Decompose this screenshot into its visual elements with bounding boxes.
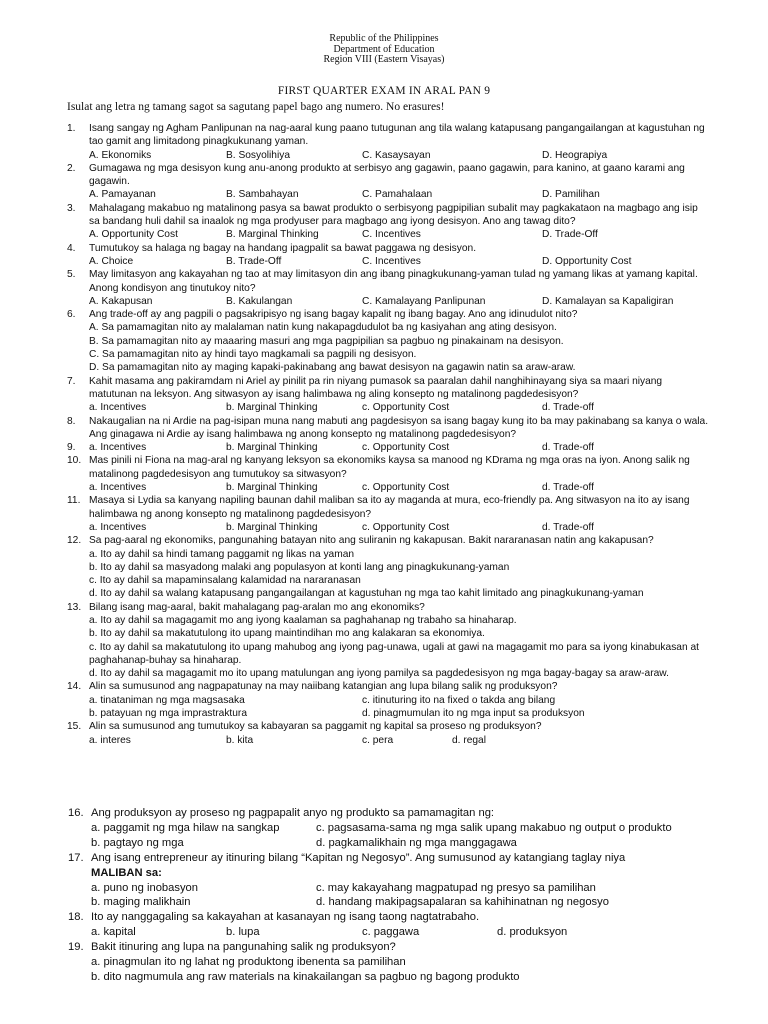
question-14 bbox=[0, 680, 768, 720]
question-number: 1. bbox=[67, 123, 76, 134]
choice-d: d. Trade-off bbox=[542, 442, 594, 454]
question-number: 11. bbox=[67, 495, 81, 507]
question-18 bbox=[0, 910, 768, 940]
choices-row bbox=[0, 481, 768, 494]
choices-row bbox=[0, 228, 768, 241]
choice-d: D. Trade-Off bbox=[542, 229, 598, 241]
choice-c: C. Sa pamamagitan nito ay hindi tayo magkamali sa pagpili ng desisyon. bbox=[89, 349, 417, 361]
question-15 bbox=[0, 720, 768, 747]
choice-b: b. maging malikhain bbox=[91, 896, 191, 909]
question-text: Mas pinili ni Fiona na mag-aral ng kanyang leksyon sa ekonomiks kaysa sa manood ng KDrama ng mga oras na iyon. Anong salik ng matalinong pagdedesisyon ang tumutukoy sa sitwasyon? bbox=[89, 455, 690, 480]
question-number: 7. bbox=[67, 375, 76, 387]
choice-b: B. Trade-Off bbox=[226, 255, 282, 267]
choice-d: D. Kamalayan sa Kapaligiran bbox=[542, 295, 674, 307]
question-number: 18. bbox=[68, 911, 84, 924]
choice-a: a. tinataniman ng mga magsasaka bbox=[89, 694, 245, 706]
choices-row bbox=[0, 149, 768, 162]
choice-a: A. Sa pamamagitan nito ay malalaman natin kung nakapagdudulot ba ng kasiyahan ang ating desisyon. bbox=[89, 322, 557, 334]
choice-a: a. puno ng inobasyon bbox=[91, 881, 198, 894]
choices-row bbox=[0, 836, 768, 851]
question-text: Kahit masama ang pakiramdam ni Ariel ay pinilit pa rin niyang pumasok sa paaralan dahil nanghihinayang siya sa maari niyang matutunan na leksyon. Ang sitwasyon ay isang halimbawa ng aling konsepto ng matalinong pagdedesisyon? bbox=[89, 375, 663, 400]
question-number: 17. bbox=[68, 851, 84, 864]
question-text: Alin sa sumusunod ang tumutukoy sa kabayaran sa paggamit ng kapital sa proseso ng produksyon? bbox=[89, 721, 542, 733]
choice-b: B. Marginal Thinking bbox=[226, 229, 319, 241]
choice-b: b. Marginal Thinking bbox=[226, 442, 318, 454]
question-text: Ang isang entrepreneur ay itinuring bilang “Kapitan ng Negosyo”. Ang sumusunod ay katangiang taglay niya bbox=[91, 851, 626, 864]
choice-b: B. Sosyolihiya bbox=[226, 149, 290, 161]
choice-a: a. Incentives bbox=[89, 442, 147, 454]
choice-a: a. Incentives bbox=[89, 482, 147, 494]
choice-d: d. Ito ay dahil sa magagamit mo ito upang matulungan ang iyong pamilya sa pagdedesisyon ng mga bagay-bagay sa araw-araw. bbox=[89, 668, 669, 680]
choice-a: A. Ekonomiks bbox=[89, 149, 152, 161]
choice-d: d. handang makipagsapalaran sa kahihinatnan ng negosyo bbox=[316, 896, 609, 909]
choice-c: c. may kakayahang magpatupad ng presyo sa pamilihan bbox=[316, 881, 596, 894]
question-text: Ang trade-off ay ang pagpili o pagsakripisyo ng isang bagay kapalit ng ibang bagay. Ano ang idinudulot nito? bbox=[89, 309, 578, 321]
choice-d: d. Ito ay dahil sa walang katapusang pangangailangan at kagustuhan ng mga tao kahit limitado ang pinagkukunang-yaman bbox=[89, 588, 644, 600]
question-text: Ang produksyon ay proseso ng pagpapalit anyo ng produkto sa pamamagitan ng: bbox=[91, 807, 495, 819]
choice-d: d. regal bbox=[452, 734, 486, 746]
question-text: Alin sa sumusunod ang nagpapatunay na may naiibang katangian ang lupa bilang salik ng produksyon? bbox=[89, 681, 558, 693]
choice-a: a. paggamit ng mga hilaw na sangkap bbox=[91, 821, 280, 834]
choice-d: D. Pamilihan bbox=[542, 189, 600, 201]
question-text: Tumutukoy sa halaga ng bagay na handang ipagpalit sa bawat paggawa ng desisyon. bbox=[89, 242, 477, 254]
exam-instructions: Isulat ang letra ng tamang sagot sa sagutang papel bago ang numero. No erasures! bbox=[67, 101, 445, 113]
choice-c: c. Opportunity Cost bbox=[362, 521, 450, 533]
header-department: Department of Education bbox=[333, 43, 435, 55]
question-text: Sa pag-aaral ng ekonomiks, pangunahing batayan nito ang suliranin ng kakapusan. Bakit nararanasan natin ang kakapusan? bbox=[89, 535, 654, 547]
choices-row bbox=[0, 925, 768, 940]
question-10 bbox=[0, 454, 768, 494]
document-header bbox=[0, 34, 768, 66]
question-1 bbox=[0, 122, 768, 162]
question-text: Nakaugalian na ni Ardie na pag-isipan muna nang mabuti ang pagdesisyon sa isang bagay kung ito ba may pakinabang sa kanya o wala. Ang ginagawa ni Ardie ay isang halimbawa ng anong konsepto ng matalinong pagdedesisyon? bbox=[89, 415, 709, 440]
choice-d: D. Opportunity Cost bbox=[542, 255, 632, 267]
question-number: 15. bbox=[67, 721, 82, 733]
choice-c: c. paggawa bbox=[362, 926, 420, 939]
question-16 bbox=[0, 806, 768, 851]
choice-c: C. Kasaysayan bbox=[362, 149, 431, 161]
question-number: 5. bbox=[67, 269, 76, 281]
question-number: 14. bbox=[67, 681, 82, 693]
question-text: Mahalagang makabuo ng matalinong pasya sa bawat produkto o serbisyong pagpipilian subalit may pagkakataon na magbago ang isip sa bandang huli dahil sa inaalok ng mga prodyuser para magbago ang iyong desisyon. Ano ang tawag dito? bbox=[89, 202, 698, 228]
question-12 bbox=[0, 534, 768, 600]
header-republic: Republic of the Philippines bbox=[329, 33, 439, 44]
choice-d: d. Trade-off bbox=[542, 521, 594, 533]
choice-b: b. lupa bbox=[226, 926, 260, 939]
question-text: Ito ay nanggagaling sa kakayahan at kasanayan ng isang taong nagtatrabaho. bbox=[91, 911, 480, 924]
choice-c: c. Opportunity Cost bbox=[362, 442, 450, 454]
question-5 bbox=[0, 268, 768, 308]
question-number: 9. bbox=[67, 442, 76, 454]
choice-c: c. Opportunity Cost bbox=[362, 402, 450, 414]
question-number: 12. bbox=[67, 535, 82, 547]
choice-d: d. pinagmumulan ito ng mga input sa produksyon bbox=[362, 708, 585, 720]
choice-c: c. pera bbox=[362, 734, 394, 746]
choice-b: b. Ito ay dahil sa makatutulong ito upang maintindihan mo ang kalakaran sa ekonomiya. bbox=[89, 628, 485, 640]
choice-a: a. interes bbox=[89, 734, 131, 746]
choice-d: d. produksyon bbox=[497, 926, 568, 939]
question-number: 13. bbox=[67, 601, 82, 613]
choice-a: a. Incentives bbox=[89, 402, 147, 414]
choice-b: B. Sa pamamagitan nito ay maaaring masuri ang mga pagpipilian sa pagbuo ng pinakainam na desisyon. bbox=[89, 335, 564, 347]
choice-a: a. pinagmulan ito ng lahat ng produktong ibenenta sa pamilihan bbox=[91, 955, 406, 968]
question-text: Bakit itinuring ang lupa na pangunahing salik ng produksyon? bbox=[91, 941, 396, 954]
choice-c: C. Incentives bbox=[362, 255, 421, 267]
choices-row bbox=[0, 707, 768, 720]
question-text: Masaya si Lydia sa kanyang napiling baunan dahil maliban sa ito ay maganda at mura, eco-friendly pa. Ang sitwasyon na ito ay isang halimbawa ng anong konsepto ng matalinong pagdedesisyon? bbox=[89, 495, 690, 520]
choice-d: d. pagkamalikhain ng mga manggagawa bbox=[316, 836, 517, 849]
choice-c: c. Ito ay dahil sa makatutulong ito upang mahubog ang iyong pag-unawa, ugali at gawi na magagamit mo para sa iyong kinabukasan at paghahanap-buhay sa hinaharap. bbox=[89, 641, 699, 666]
question-8 bbox=[0, 415, 768, 442]
choice-b: B. Sambahayan bbox=[226, 189, 299, 201]
choice-c: C. Kamalayang Panlipunan bbox=[362, 295, 486, 307]
choice-d: d. Trade-off bbox=[542, 402, 594, 414]
choice-b: b. Marginal Thinking bbox=[226, 402, 318, 414]
question-number: 3. bbox=[67, 202, 76, 214]
question-number: 6. bbox=[67, 309, 76, 321]
choice-b: b. pagtayo ng mga bbox=[91, 836, 184, 849]
choice-b: b. patayuan ng mga imprastraktura bbox=[89, 708, 247, 720]
choices-row bbox=[0, 188, 768, 201]
question-number: 2. bbox=[67, 162, 76, 174]
question-17 bbox=[0, 851, 768, 911]
choice-c: C. Incentives bbox=[362, 229, 421, 241]
choices-row bbox=[0, 295, 768, 308]
question-text: May limitasyon ang kakayahan ng tao at may limitasyon din ang ibang pinagkukunang-yaman tulad ng yamang likas at yamang kapital. Anong kondisyon ang tinutukoy nito? bbox=[89, 269, 698, 294]
question-number: 19. bbox=[68, 941, 84, 954]
choice-a: A. Pamayanan bbox=[89, 189, 156, 201]
choice-c: c. Opportunity Cost bbox=[362, 482, 450, 494]
questions-part-1 bbox=[0, 122, 768, 747]
question-text-emphasis: MALIBAN sa: bbox=[91, 866, 162, 879]
header-region: Region VIII (Eastern Visayas) bbox=[323, 54, 445, 65]
question-number: 4. bbox=[67, 242, 76, 254]
choice-b: B. Kakulangan bbox=[226, 295, 293, 307]
choice-b: b. Ito ay dahil sa masyadong malaki ang populasyon at konti lang ang pinagkukunang-yaman bbox=[89, 561, 510, 573]
question-number: 10. bbox=[67, 455, 82, 467]
choice-a: a. kapital bbox=[91, 926, 136, 939]
exam-title: FIRST QUARTER EXAM IN ARAL PAN 9 bbox=[277, 85, 491, 97]
choice-d: d. Trade-off bbox=[542, 482, 594, 494]
choice-a: A. Choice bbox=[89, 255, 134, 267]
choice-c: c. Ito ay dahil sa mapaminsalang kalamidad na nararanasan bbox=[89, 575, 361, 587]
question-number: 8. bbox=[67, 415, 76, 427]
choice-b: b. dito nagmumula ang raw materials na kinakailangan sa pagbuo ng bagong produkto bbox=[91, 970, 520, 983]
choice-c: c. itinuturing ito na fixed o takda ang bilang bbox=[362, 694, 556, 706]
question-13 bbox=[0, 601, 768, 681]
question-2 bbox=[0, 162, 768, 202]
question-19 bbox=[0, 940, 768, 985]
choice-d: D. Heograpiya bbox=[542, 149, 608, 161]
choices-row bbox=[0, 734, 768, 747]
choices-row bbox=[0, 401, 768, 414]
choice-b: b. Marginal Thinking bbox=[226, 482, 318, 494]
choice-b: b. Marginal Thinking bbox=[226, 521, 318, 533]
question-6 bbox=[0, 308, 768, 374]
question-3 bbox=[0, 202, 768, 242]
question-number: 16. bbox=[68, 807, 84, 819]
choice-a: a. Ito ay dahil sa hindi tamang paggamit ng likas na yaman bbox=[89, 548, 355, 560]
choices-row bbox=[0, 881, 768, 896]
question-11 bbox=[0, 494, 768, 534]
questions-part-2 bbox=[0, 806, 768, 985]
choice-d: D. Sa pamamagitan nito ay maging kapaki-pakinabang ang bawat desisyon na gagawin natin sa araw-araw. bbox=[89, 362, 576, 374]
question-text: Bilang isang mag-aaral, bakit mahalagang pag-aralan mo ang ekonomiks? bbox=[89, 601, 425, 613]
choices-row bbox=[0, 821, 768, 836]
choice-c: c. pagsasama-sama ng mga salik upang makabuo ng output o produkto bbox=[316, 821, 672, 834]
choices-row bbox=[0, 694, 768, 707]
choice-a: a. Incentives bbox=[89, 521, 147, 533]
choice-c: C. Pamahalaan bbox=[362, 189, 433, 201]
question-text: Isang sangay ng Agham Panlipunan na nag-aaral kung paano tutugunan ang tila walang katapusang pangangailangan at kagustuhan ng tao gamit ang limitadong pinagkukunang yaman. bbox=[89, 123, 705, 148]
choices-row bbox=[0, 255, 768, 268]
choices-row bbox=[0, 521, 768, 534]
choice-b: b. kita bbox=[226, 734, 254, 746]
question-text: Gumagawa ng mga desisyon kung anu-anong produkto at serbisyo ang gagawin, paano gagawin, para kanino, at gaano karami ang gagawin. bbox=[89, 162, 685, 188]
choice-a: A. Opportunity Cost bbox=[89, 229, 178, 241]
choice-a: A. Kakapusan bbox=[89, 295, 153, 307]
question-9 bbox=[0, 441, 768, 454]
question-4 bbox=[0, 242, 768, 269]
choice-a: a. Ito ay dahil sa magagamit mo ang iyong kaalaman sa paghahanap ng trabaho sa hinaharap. bbox=[89, 614, 517, 626]
choices-row bbox=[0, 441, 768, 454]
question-7 bbox=[0, 375, 768, 415]
choices-row bbox=[0, 895, 768, 910]
